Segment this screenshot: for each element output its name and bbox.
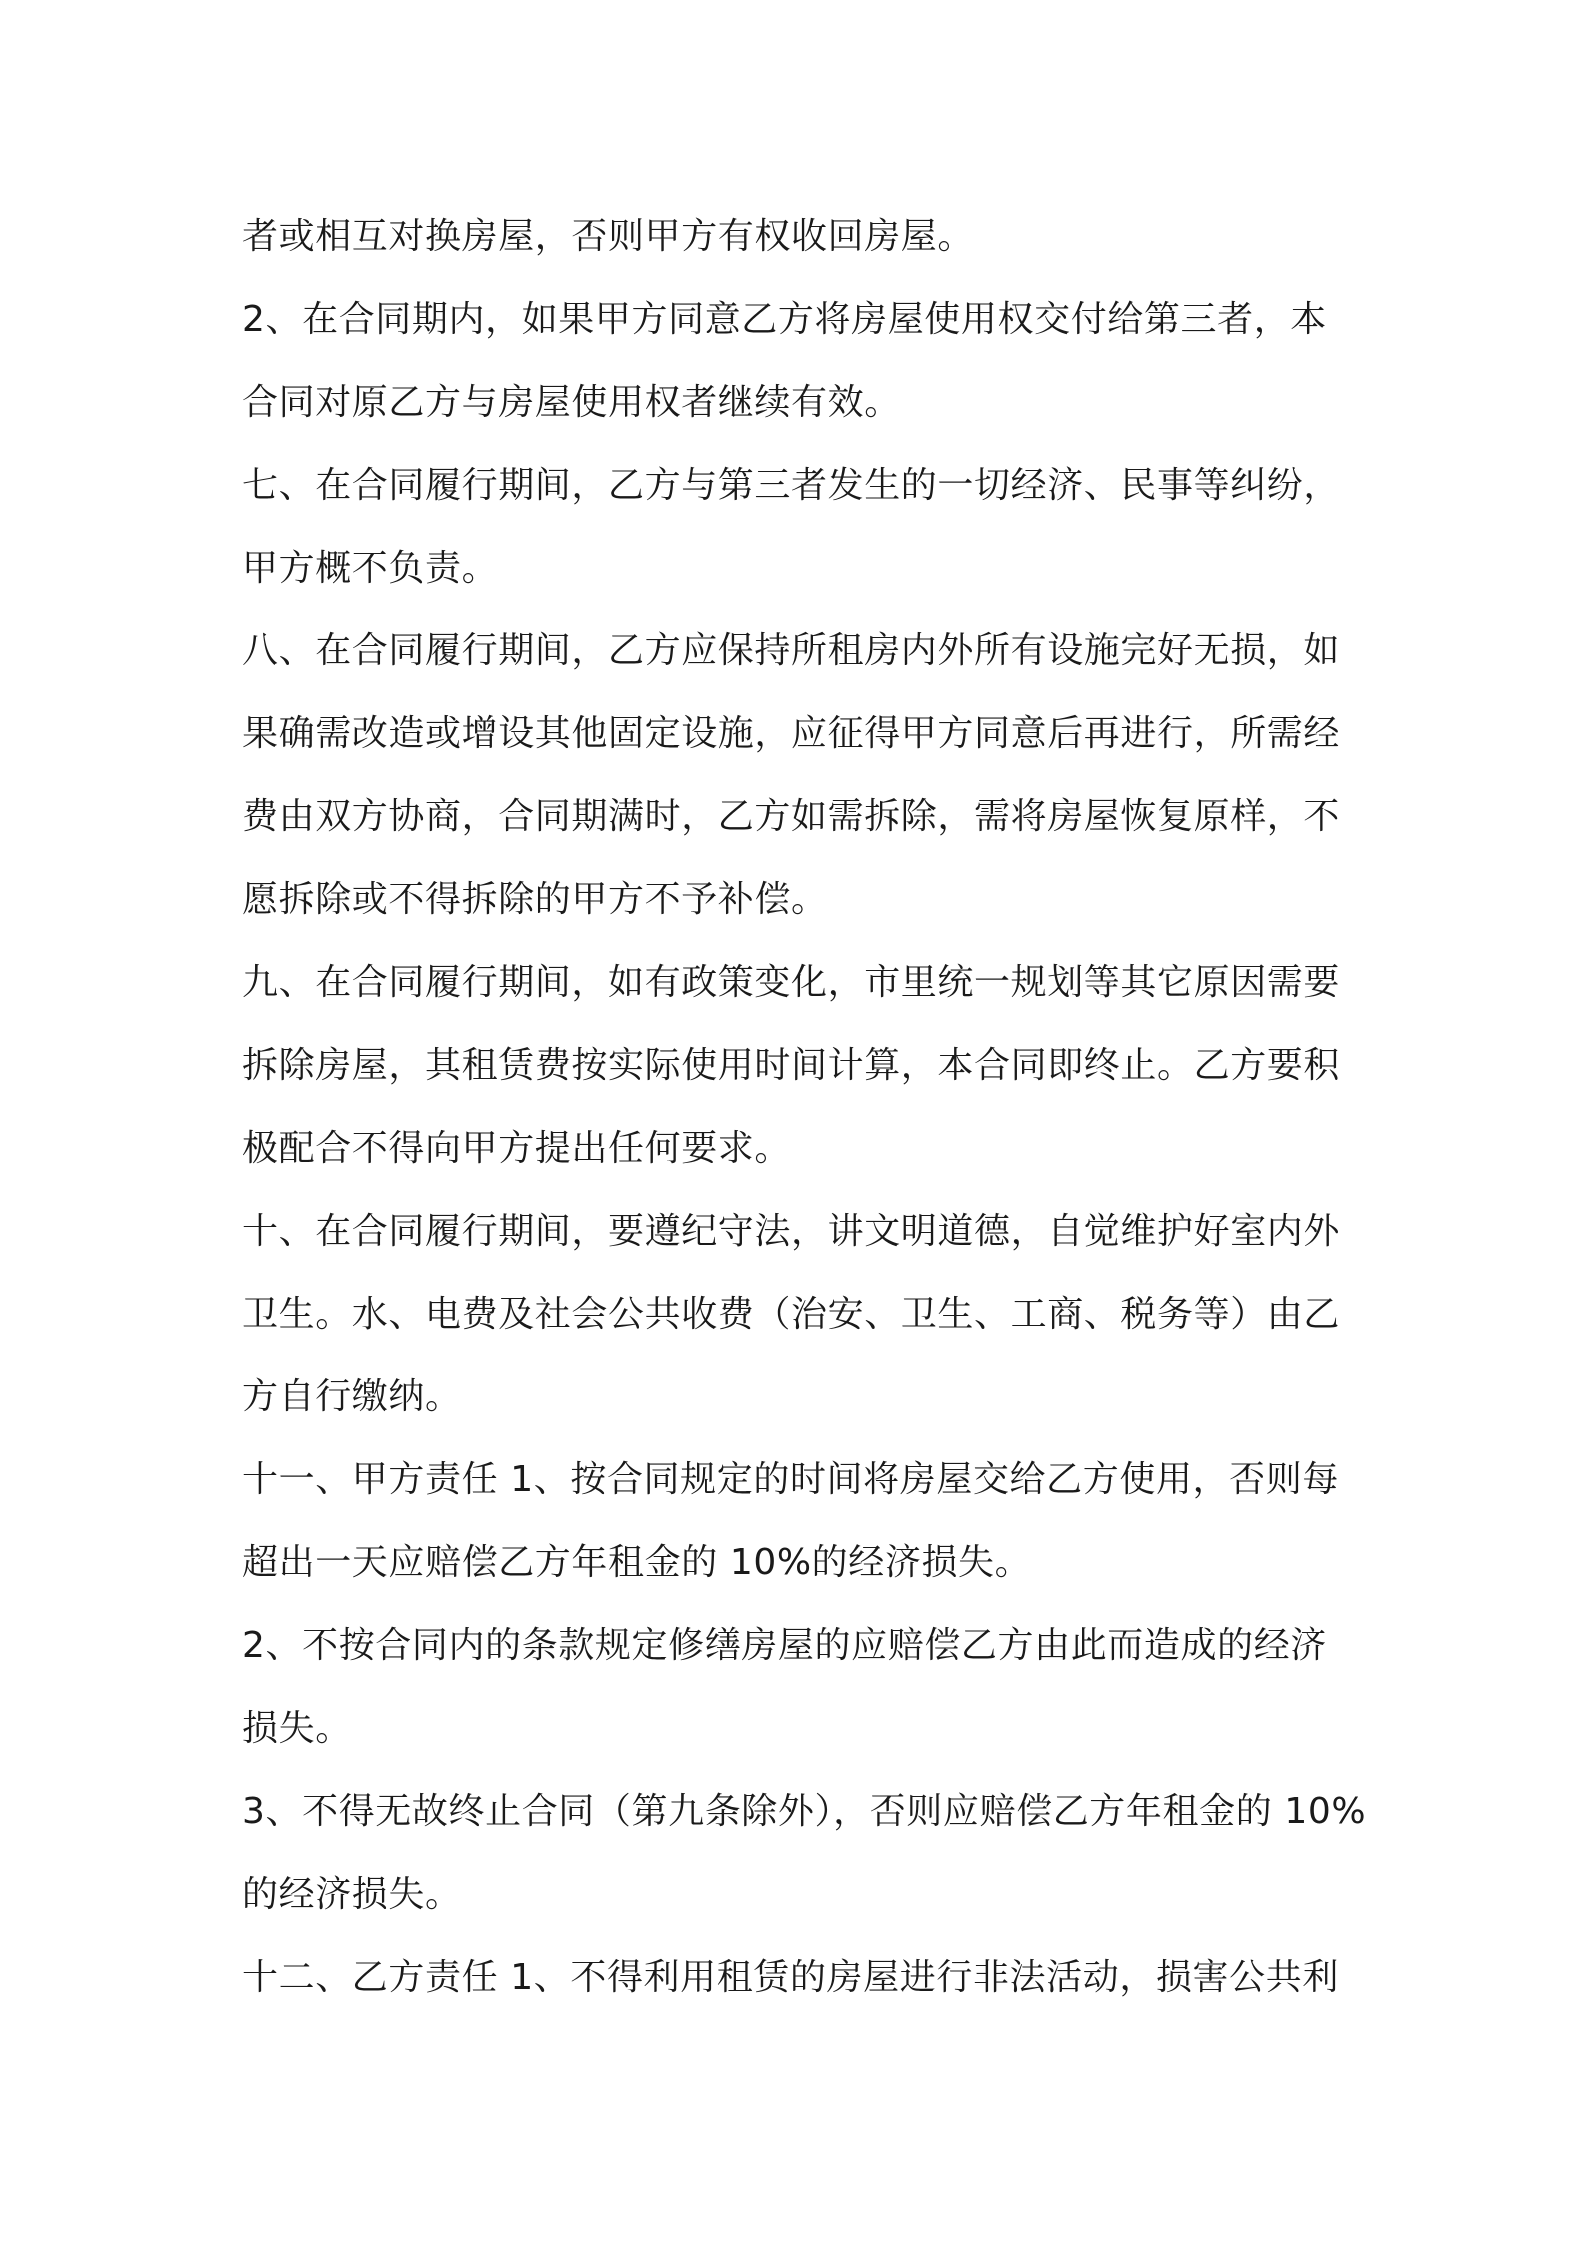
text-line: 十二、乙方责任 1、不得利用租赁的房屋进行非法活动，损害公共利 (242, 1956, 1339, 1998)
text-line: 八、在合同履行期间，乙方应保持所租房内外所有设施完好无损，如 (242, 630, 1341, 672)
text-line: 合同对原乙方与房屋使用权者继续有效。 (242, 381, 901, 423)
text-line: 2、在合同期内，如果甲方同意乙方将房屋使用权交付给第三者，本 (242, 298, 1327, 340)
text-line: 愿拆除或不得拆除的甲方不予补偿。 (242, 879, 828, 921)
text-line: 九、在合同履行期间，如有政策变化，市里统一规划等其它原因需要 (242, 962, 1341, 1004)
contract-text (242, 196, 1367, 2020)
text-line: 损失。 (242, 1708, 352, 1750)
text-line: 方自行缴纳。 (242, 1376, 462, 1418)
text-line: 拆除房屋，其租赁费按实际使用时间计算，本合同即终止。乙方要积 (242, 1044, 1341, 1086)
text-line: 甲方概不负责。 (242, 547, 499, 589)
text-line: 十一、甲方责任 1、按合同规定的时间将房屋交给乙方使用，否则每 (242, 1459, 1339, 1501)
text-line: 果确需改造或增设其他固定设施，应征得甲方同意后再进行，所需经 (242, 713, 1341, 755)
text-line: 3、不得无故终止合同（第九条除外），否则应赔偿乙方年租金的 10% (242, 1790, 1367, 1832)
text-line: 极配合不得向甲方提出任何要求。 (242, 1127, 792, 1169)
text-line: 的经济损失。 (242, 1873, 462, 1915)
text-line: 2、不按合同内的条款规定修缮房屋的应赔偿乙方由此而造成的经济 (242, 1625, 1327, 1667)
text-line: 卫生。水、电费及社会公共收费（治安、卫生、工商、税务等）由乙 (242, 1293, 1341, 1335)
text-line: 七、在合同履行期间，乙方与第三者发生的一切经济、民事等纠纷， (242, 464, 1341, 506)
text-line: 者或相互对换房屋，否则甲方有权收回房屋。 (242, 216, 975, 257)
text-line: 费由双方协商，合同期满时，乙方如需拆除，需将房屋恢复原样，不 (242, 796, 1341, 838)
text-line: 超出一天应赔偿乙方年租金的 10%的经济损失。 (242, 1542, 1032, 1584)
text-line: 十、在合同履行期间，要遵纪守法，讲文明道德，自觉维护好室内外 (242, 1210, 1341, 1252)
